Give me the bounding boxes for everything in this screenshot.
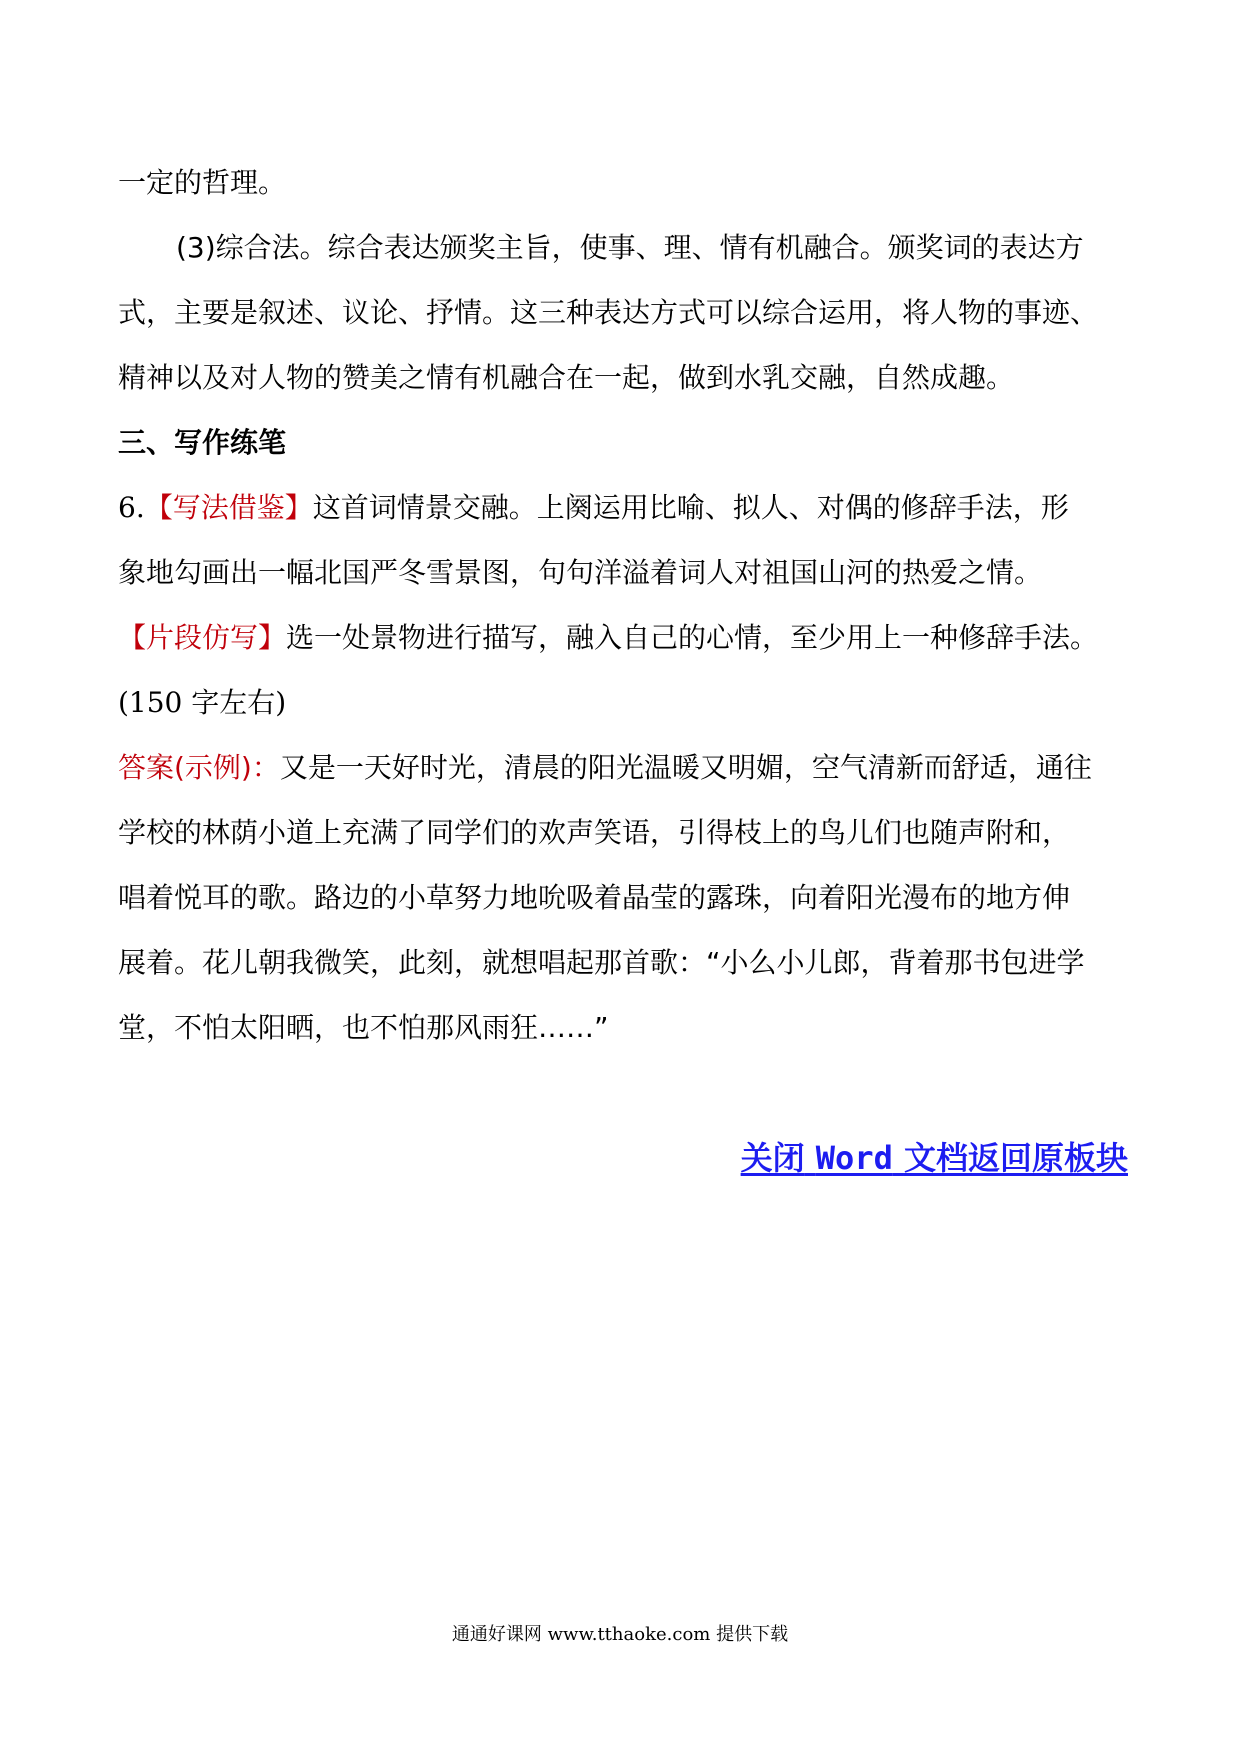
method3-line-2: 式，主要是叙述、议论、抒情。这三种表达方式可以综合运用，将人物的事迹、 xyxy=(118,296,1099,329)
page-footer: 通通好课网 www.tthaoke.com 提供下载 xyxy=(451,1624,789,1645)
question-6-line-1 xyxy=(118,475,1128,540)
method3-line-3: 精神以及对人物的赞美之情有机融合在一起，做到水乳交融，自然成趣。 xyxy=(118,361,1015,394)
tag-imitation-writing: 【片段仿写】 xyxy=(118,621,287,654)
question-6-text-1: 这首词情景交融。上阕运用比喻、拟人、对偶的修辞手法，形 xyxy=(312,491,1069,524)
answer-line-2: 学校的林荫小道上充满了同学们的欢声笑语，引得枝上的鸟儿们也随声附和， xyxy=(118,816,1071,849)
answer-line-1 xyxy=(118,735,1128,800)
answer-line-3: 唱着悦耳的歌。路边的小草努力地吮吸着晶莹的露珠，向着阳光漫布的地方伸 xyxy=(118,881,1071,914)
answer-label: 答案(示例)： xyxy=(118,751,280,784)
page-content xyxy=(118,150,1128,1060)
link-part-2: Word xyxy=(815,1139,893,1177)
answer-text-1: 又是一天好时光，清晨的阳光温暖又明媚，空气清新而舒适，通往 xyxy=(279,751,1092,784)
question-6-line-2: 象地勾画出一幅北国严冬雪景图，句句洋溢着词人对祖国山河的热爱之情。 xyxy=(118,556,1043,589)
tag-writing-reference: 【写法借鉴】 xyxy=(144,491,313,524)
link-part-1: 关闭 xyxy=(740,1139,805,1177)
paragraph-tail: 一定的哲理。 xyxy=(118,166,287,199)
section-heading: 三、写作练笔 xyxy=(118,426,287,459)
answer-line-4: 展着。花儿朝我微笑，此刻，就想唱起那首歌：“小么小儿郎，背着那书包进学 xyxy=(118,946,1085,979)
close-word-return-link[interactable] xyxy=(741,1133,1128,1179)
task-line-2: (150 字左右) xyxy=(118,686,287,719)
answer-line-5: 堂，不怕太阳晒，也不怕那风雨狂……” xyxy=(118,1011,609,1044)
link-part-3: 文档返回原板块 xyxy=(903,1139,1128,1177)
method3-line-1: (3)综合法。综合表达颁奖主旨，使事、理、情有机融合。颁奖词的表达方 xyxy=(176,231,1084,264)
question-number: 6. xyxy=(118,491,145,524)
task-text: 选一处景物进行描写，融入自己的心情，至少用上一种修辞手法。 xyxy=(286,621,1099,654)
task-line-1 xyxy=(118,605,1128,670)
